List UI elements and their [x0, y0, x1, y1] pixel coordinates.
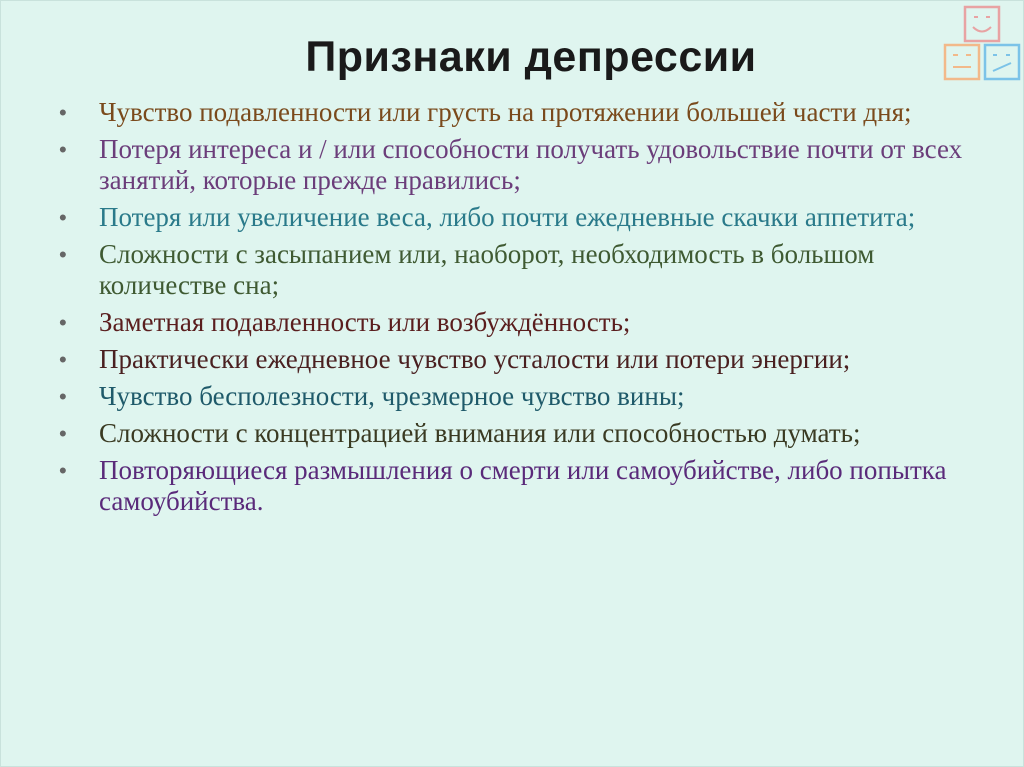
- bullet-dot-icon: •: [59, 384, 67, 409]
- bullet-list: [57, 97, 987, 523]
- bullet-text: Чувство подавленности или грусть на протяжении большей части дня;: [99, 97, 912, 127]
- bullet-dot-icon: •: [59, 458, 67, 483]
- bullet-text: Сложности с засыпанием или, наоборот, необходимость в большом количестве сна;: [99, 239, 875, 300]
- smiley-face-icon: [965, 7, 999, 41]
- bullet-text: Практически ежедневное чувство усталости или потери энергии;: [99, 344, 851, 374]
- bullet-dot-icon: •: [59, 205, 67, 230]
- slide-title: Признаки депрессии: [305, 33, 757, 81]
- bullet-text: Потеря интереса и / или способности получать удовольствие почти от всех занятий, которые прежде нравились;: [99, 134, 963, 195]
- bullet-dot-icon: •: [59, 421, 67, 446]
- bullet-item: [57, 418, 987, 449]
- bullet-item: [57, 307, 987, 338]
- bullet-dot-icon: •: [59, 242, 67, 267]
- bullet-dot-icon: •: [59, 137, 67, 162]
- bullet-item: [57, 381, 987, 412]
- bullet-dot-icon: •: [59, 100, 67, 125]
- bullet-item: [57, 455, 987, 517]
- bullet-item: [57, 134, 987, 196]
- bullet-text: Потеря или увеличение веса, либо почти ежедневные скачки аппетита;: [99, 202, 916, 232]
- bullet-dot-icon: •: [59, 310, 67, 335]
- bullet-dot-icon: •: [59, 347, 67, 372]
- bullet-text: Чувство бесполезности, чрезмерное чувство вины;: [99, 381, 685, 411]
- emoticon-blocks: [941, 5, 1023, 81]
- sad-face-icon: [985, 45, 1019, 79]
- bullet-item: [57, 97, 987, 128]
- bullet-item: [57, 344, 987, 375]
- bullet-text: Заметная подавленность или возбуждённость;: [99, 307, 631, 337]
- neutral-face-icon: [945, 45, 979, 79]
- bullet-text: Повторяющиеся размышления о смерти или самоубийстве, либо попытка самоубийства.: [99, 455, 947, 516]
- bullet-item: [57, 239, 987, 301]
- bullet-item: [57, 202, 987, 233]
- bullet-text: Сложности с концентрацией внимания или способностью думать;: [99, 418, 861, 448]
